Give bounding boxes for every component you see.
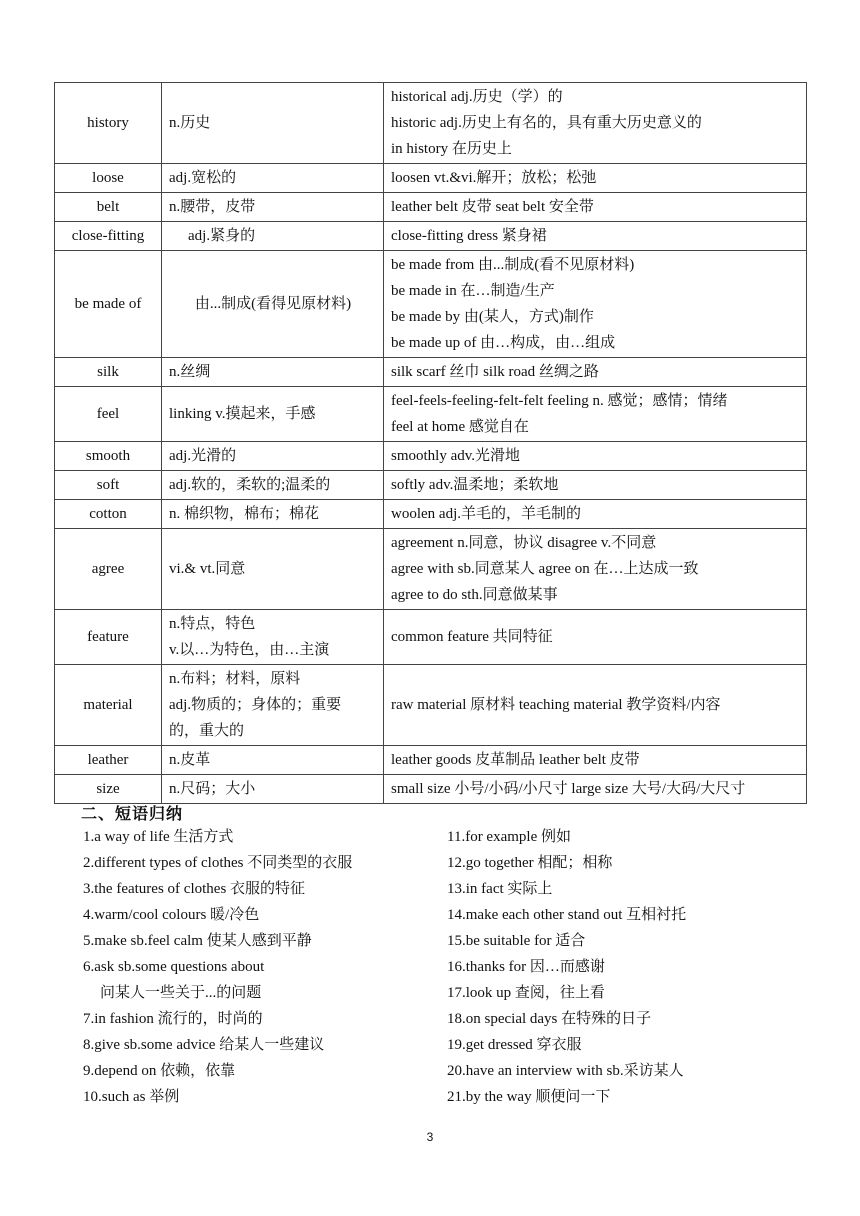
meaning-cell: adj.紧身的 (162, 222, 384, 251)
word-cell: cotton (55, 500, 162, 529)
list-item: 17.look up 查阅，往上看 (447, 985, 605, 1001)
word-cell: close-fitting (55, 222, 162, 251)
list-item: 9.depend on 依赖，依靠 (83, 1063, 236, 1079)
phrase-list-right (447, 824, 686, 1110)
list-item: 12.go together 相配；相称 (447, 855, 613, 871)
list-item: 4.warm/cool colours 暖/冷色 (83, 907, 260, 923)
word-cell: agree (55, 529, 162, 610)
extension-cell: common feature 共同特征 (384, 610, 807, 665)
table-row (55, 193, 807, 222)
meaning-cell: n.特点，特色 v.以…为特色，由…主演 (162, 610, 384, 665)
meaning-cell: adj.宽松的 (162, 164, 384, 193)
extension-cell: raw material 原材料 teaching material 教学资料/内容 (384, 665, 807, 746)
list-item: 问某人一些关于...的问题 (100, 985, 262, 1001)
list-item: 1.a way of life 生活方式 (83, 829, 234, 845)
vocabulary-table (54, 82, 807, 804)
extension-cell: leather belt 皮带 seat belt 安全带 (384, 193, 807, 222)
meaning-cell: n.皮革 (162, 746, 384, 775)
meaning-cell: vi.& vt.同意 (162, 529, 384, 610)
list-item: 13.in fact 实际上 (447, 881, 553, 897)
meaning-cell: linking v.摸起来，手感 (162, 387, 384, 442)
table-row (55, 610, 807, 665)
table-row (55, 775, 807, 804)
extension-cell: softly adv.温柔地；柔软地 (384, 471, 807, 500)
extension-cell: feel-feels-feeling-felt-felt feeling n. 感觉；感情；情绪 feel at home 感觉自在 (384, 387, 807, 442)
extension-cell: close-fitting dress 紧身裙 (384, 222, 807, 251)
word-cell: feature (55, 610, 162, 665)
list-item: 10.such as 举例 (83, 1089, 180, 1105)
list-item: 16.thanks for 因…而感谢 (447, 959, 605, 975)
word-cell: smooth (55, 442, 162, 471)
word-cell: history (55, 83, 162, 164)
word-cell: feel (55, 387, 162, 442)
extension-cell: be made from 由...制成(看不见原材料) be made in 在…制造/生产 be made by 由(某人，方式)制作 be made up of 由…构成，由…组成 (384, 251, 807, 358)
meaning-cell: n.尺码；大小 (162, 775, 384, 804)
section-heading: 二、短语归纳 (81, 804, 184, 823)
list-item: 15.be suitable for 适合 (447, 933, 586, 949)
list-item: 7.in fashion 流行的，时尚的 (83, 1011, 263, 1027)
table-row (55, 358, 807, 387)
table-row (55, 164, 807, 193)
table-row (55, 83, 807, 164)
word-cell: size (55, 775, 162, 804)
table-row (55, 746, 807, 775)
list-item: 8.give sb.some advice 给某人一些建议 (83, 1037, 325, 1053)
list-item: 6.ask sb.some questions about (83, 959, 265, 975)
meaning-cell: 由...制成(看得见原材料) (162, 251, 384, 358)
page-number: 3 (426, 1130, 434, 1144)
extension-cell: leather goods 皮革制品 leather belt 皮带 (384, 746, 807, 775)
extension-cell: historical adj.历史（学）的 historic adj.历史上有名的，具有重大历史意义的 in history 在历史上 (384, 83, 807, 164)
list-item: 19.get dressed 穿衣服 (447, 1037, 582, 1053)
list-item: 2.different types of clothes 不同类型的衣服 (83, 855, 353, 871)
table-row (55, 222, 807, 251)
phrase-list-left (83, 824, 352, 1110)
table-row (55, 529, 807, 610)
extension-cell: silk scarf 丝巾 silk road 丝绸之路 (384, 358, 807, 387)
meaning-cell: adj.软的，柔软的;温柔的 (162, 471, 384, 500)
extension-cell: woolen adj.羊毛的，羊毛制的 (384, 500, 807, 529)
table-row (55, 442, 807, 471)
table-row (55, 251, 807, 358)
word-cell: belt (55, 193, 162, 222)
meaning-cell: adj.光滑的 (162, 442, 384, 471)
word-cell: loose (55, 164, 162, 193)
list-item: 3.the features of clothes 衣服的特征 (83, 881, 306, 897)
extension-cell: loosen vt.&vi.解开；放松；松弛 (384, 164, 807, 193)
list-item: 14.make each other stand out 互相衬托 (447, 907, 687, 923)
word-cell: leather (55, 746, 162, 775)
meaning-cell: n.历史 (162, 83, 384, 164)
list-item: 18.on special days 在特殊的日子 (447, 1011, 652, 1027)
list-item: 11.for example 例如 (447, 829, 571, 845)
extension-cell: small size 小号/小码/小尺寸 large size 大号/大码/大尺寸 (384, 775, 807, 804)
meaning-cell: n.丝绸 (162, 358, 384, 387)
list-item: 21.by the way 顺便问一下 (447, 1089, 611, 1105)
table-row (55, 500, 807, 529)
word-cell: silk (55, 358, 162, 387)
meaning-cell: n. 棉织物，棉布；棉花 (162, 500, 384, 529)
table-row (55, 471, 807, 500)
table-row (55, 387, 807, 442)
word-cell: soft (55, 471, 162, 500)
meaning-cell: n.布料；材料，原料 adj.物质的；身体的；重要 的，重大的 (162, 665, 384, 746)
meaning-cell: n.腰带，皮带 (162, 193, 384, 222)
list-item: 5.make sb.feel calm 使某人感到平静 (83, 933, 312, 949)
word-cell: be made of (55, 251, 162, 358)
table-row (55, 665, 807, 746)
extension-cell: smoothly adv.光滑地 (384, 442, 807, 471)
extension-cell: agreement n.同意，协议 disagree v.不同意 agree with sb.同意某人 agree on 在…上达成一致 agree to do sth.同意做某事 (384, 529, 807, 610)
word-cell: material (55, 665, 162, 746)
list-item: 20.have an interview with sb.采访某人 (447, 1063, 684, 1079)
